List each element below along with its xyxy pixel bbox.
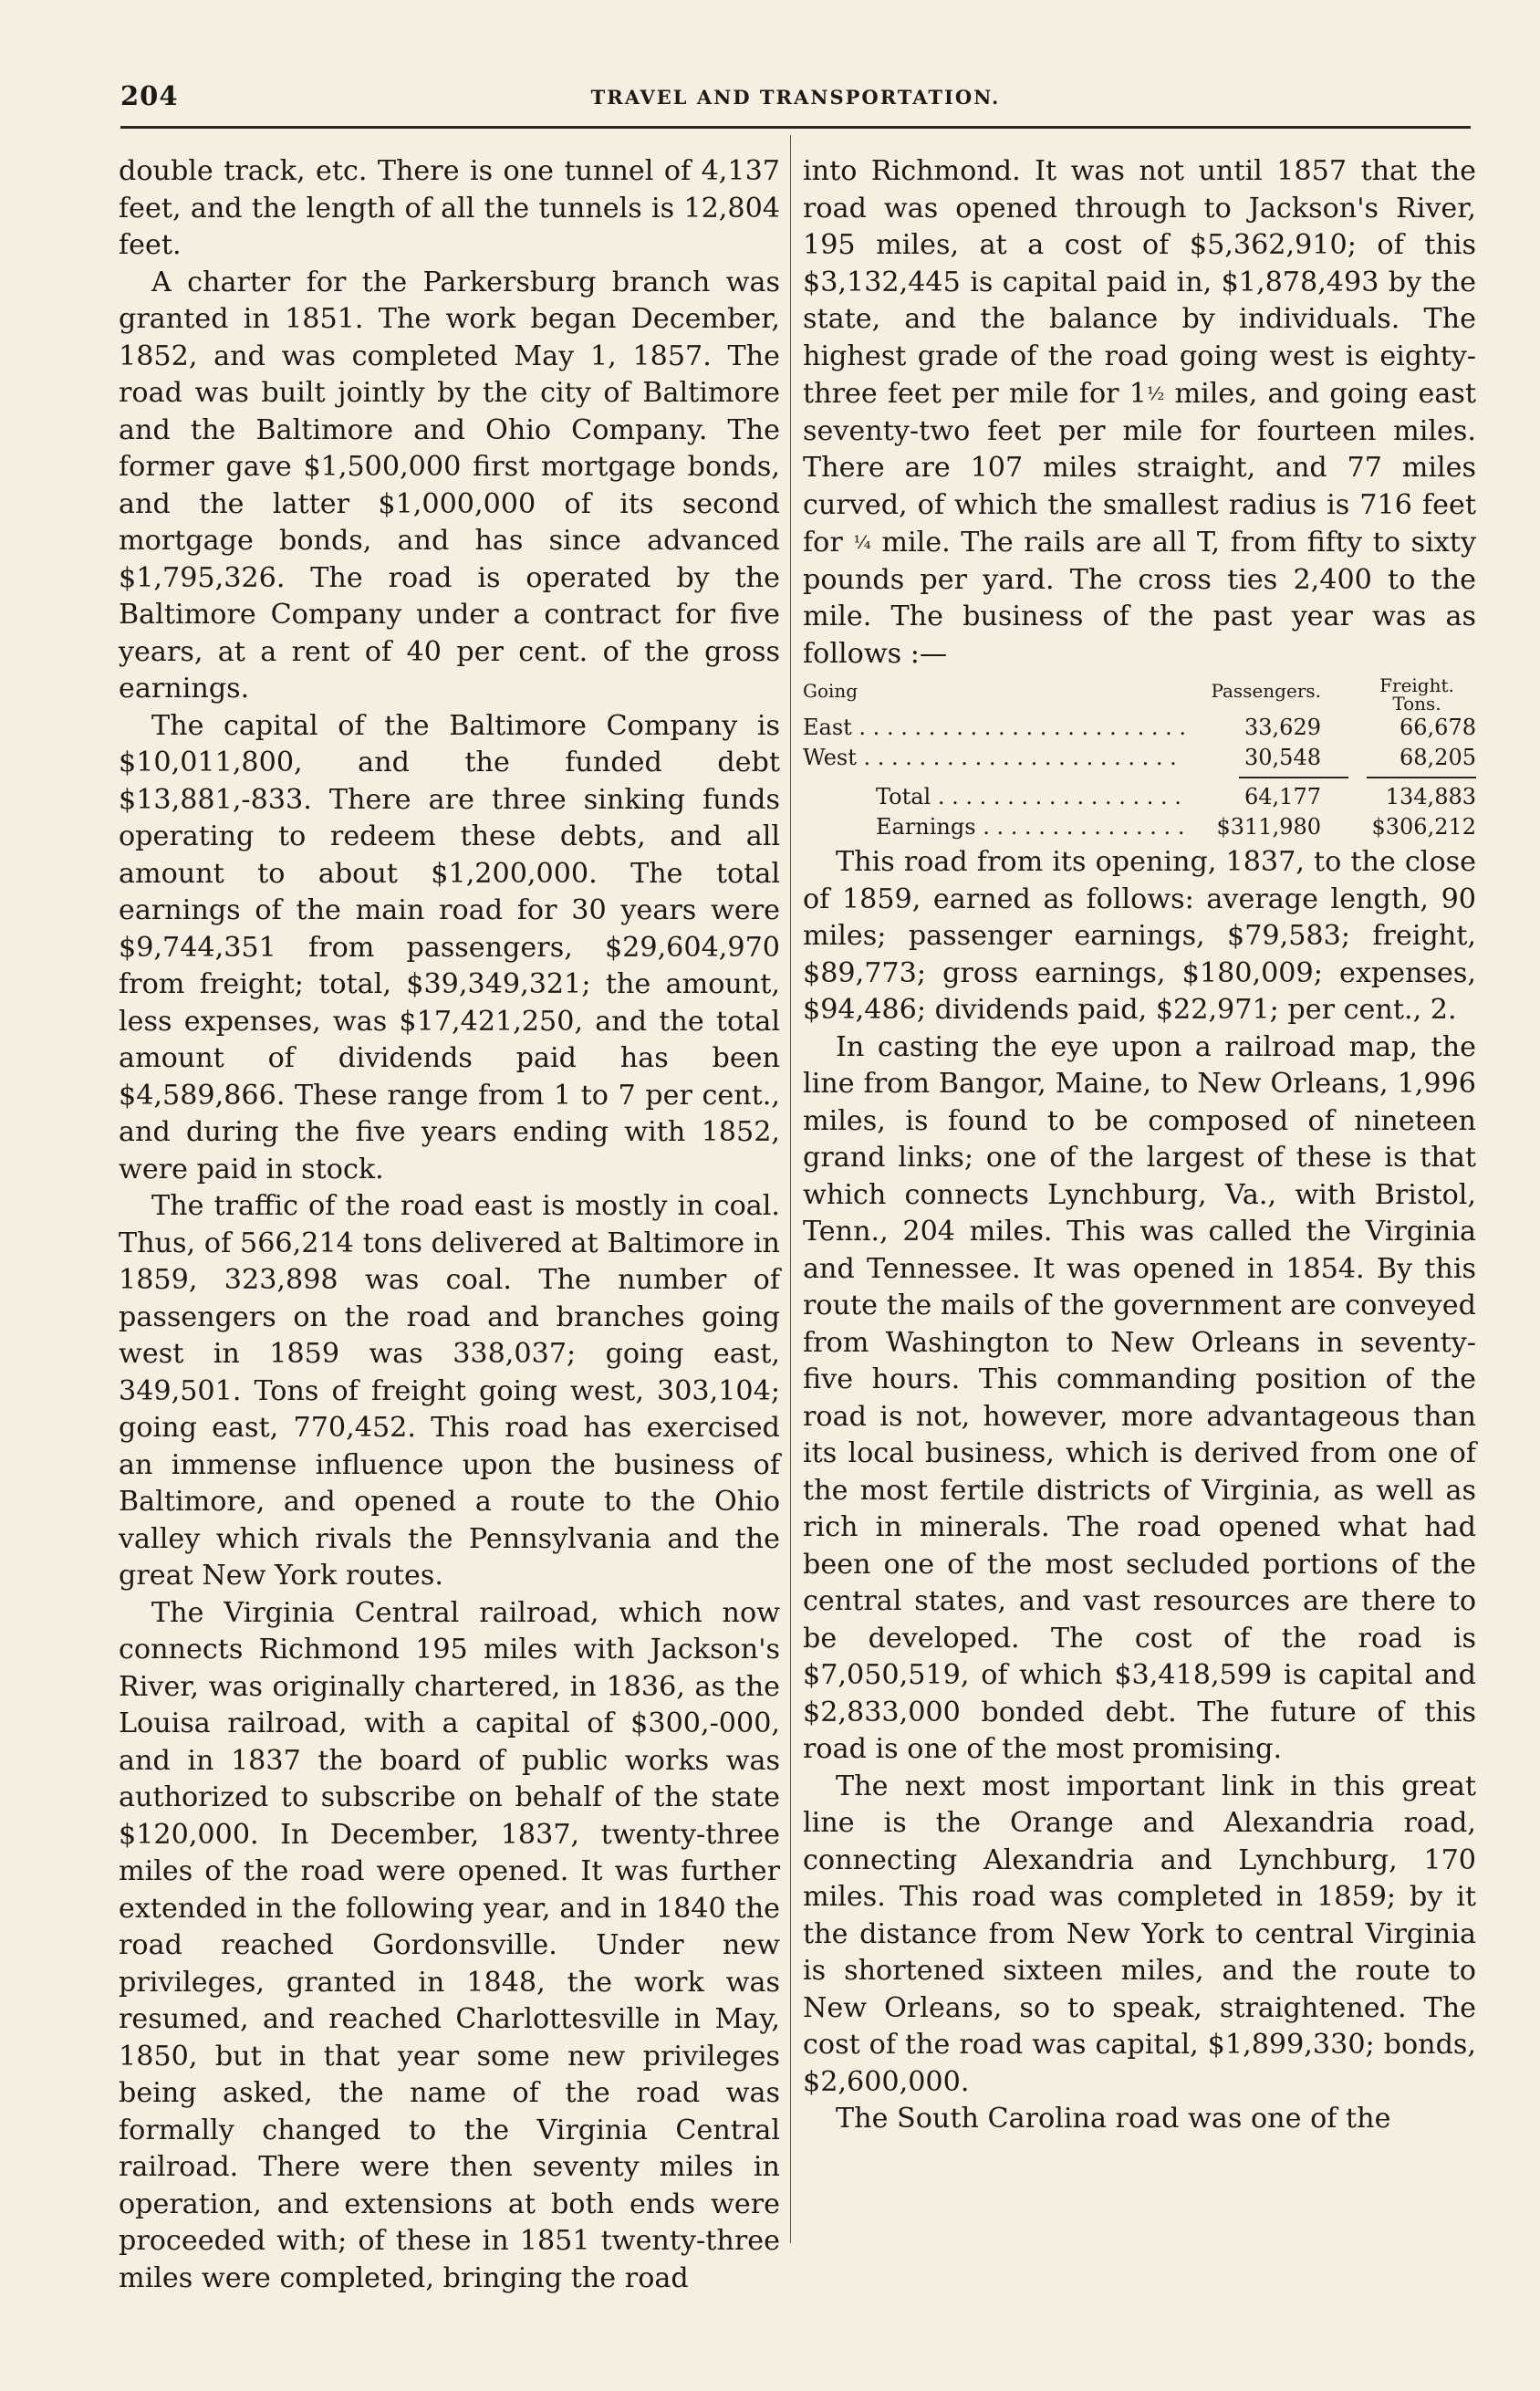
freight-value: 66,678 bbox=[1400, 715, 1476, 740]
text-run: mile. The rails are all T, from fifty to sixty pounds per yard. The cross ties 2,400 to the mile. The business of the past year was as follows :— bbox=[803, 527, 1476, 670]
fraction: ¼ bbox=[853, 531, 871, 553]
text-run: into Richmond. It was not until 1857 that the road was opened through to Jackson's River, 195 miles, at a cost of $5,362,910; of this $3,132,445 is capital paid in, $1,878,493 by the state, and the balance by individuals. The highest grade of the road going west is eighty-three feet per mile for 1 bbox=[803, 155, 1476, 410]
freight-total: 134,883 bbox=[1385, 784, 1476, 809]
sum-rule-freight bbox=[1367, 777, 1476, 778]
text-run: miles, and going east seventy-two feet per mile for fourteen miles. There are 107 miles straight, and 77 miles curved, of which the smallest radius is 716 feet for bbox=[803, 378, 1476, 559]
row-label: East . . . bbox=[803, 713, 1184, 743]
page-header bbox=[120, 80, 1471, 117]
passengers-value: 30,548 bbox=[1244, 745, 1321, 770]
column-header-freight-line2: Tons. bbox=[1392, 693, 1441, 715]
header-rule bbox=[120, 126, 1471, 129]
paragraph bbox=[803, 153, 1476, 673]
paragraph: The South Carolina road was one of the bbox=[836, 2103, 1391, 2135]
row-label: West . . . bbox=[803, 743, 1184, 773]
table-header-row bbox=[803, 676, 1476, 713]
page-number: 204 bbox=[120, 80, 179, 111]
column-header-going: Going bbox=[803, 680, 858, 702]
sum-rule-passengers bbox=[1239, 777, 1348, 778]
paragraph: A charter for the Parkersburg branch was granted in 1851. The work began December, 1852, and was completed May 1, 1857. The road was built jointly by the city of Baltimore and the Baltimore and Ohio Company. The former gave $1,500,000 first mortgage bonds, and the latter $1,000,000 of its second mortgage bonds, and has since advanced $1,795,326. The road is operated by the Baltimore Company under a contract for five years, at a rent of 40 per cent. of the gross earnings. bbox=[119, 266, 780, 705]
paragraph: The traffic of the road east is mostly in coal. Thus, of 566,214 tons delivered at Baltimore in 1859, 323,898 was coal. The number of passengers on the road and branches going west in 1859 was 338,037; going east, 349,501. Tons of freight going west, 303,104; going east, 770,452. This road has exercised an immense influence upon the business of Baltimore, and opened a route to the Ohio valley which rivals the Pennsylvania and the great New York routes. bbox=[119, 1190, 780, 1592]
table-total-row bbox=[803, 782, 1476, 812]
paragraph: This road from its opening, 1837, to the close of 1859, earned as follows: average length, 90 miles; passenger earnings, $79,583; freight, $89,773; gross earnings, $180,009; expenses, $94,486; dividends paid, $22,971; per cent., 2. bbox=[803, 846, 1476, 1026]
table-earnings-row bbox=[803, 812, 1476, 842]
running-title: TRAVEL AND TRANSPORTATION. bbox=[590, 86, 1001, 109]
freight-earnings: $306,212 bbox=[1371, 814, 1476, 840]
paragraph: The next most important link in this great line is the Orange and Alexandria road, connecting Alexandria and Lynchburg, 170 miles. This road was completed in 1859; by it the distance from New York to central Virginia is shortened sixteen miles, and the route to New Orleans, so to speak, straightened. The cost of the road was capital, $1,899,330; bonds, $2,600,000. bbox=[803, 1770, 1476, 2098]
paragraph: double track, etc. There is one tunnel of 4,137 feet, and the length of all the tunnels is 12,804 feet. bbox=[119, 155, 780, 261]
row-label: Earnings . . . bbox=[876, 812, 1184, 842]
fraction: ½ bbox=[1146, 382, 1165, 404]
passengers-total: 64,177 bbox=[1244, 784, 1321, 809]
column-header-freight bbox=[1358, 676, 1476, 713]
passengers-value: 33,629 bbox=[1244, 715, 1321, 740]
column-divider bbox=[790, 135, 791, 2243]
traffic-table bbox=[803, 676, 1476, 842]
right-column bbox=[803, 153, 1476, 2138]
table-row bbox=[803, 743, 1476, 773]
row-label: Total . . . bbox=[876, 782, 1184, 812]
table-row bbox=[803, 713, 1476, 743]
freight-value: 68,205 bbox=[1400, 745, 1476, 770]
passengers-earnings: $311,980 bbox=[1216, 814, 1321, 840]
left-column bbox=[119, 153, 780, 2297]
paragraph: The Virginia Central railroad, which now connects Richmond 195 miles with Jackson's River, was originally chartered, in 1836, as the Louisa railroad, with a capital of $300,-000, and in 1837 the board of public works was authorized to subscribe on behalf of the state $120,000. In December, 1837, twenty-three miles of the road were opened. It was further extended in the following year, and in 1840 the road reached Gordonsville. Under new privileges, granted in 1848, the work was resumed, and reached Charlottesville in May, 1850, but in that year some new privileges being asked, the name of the road was formally changed to the Virginia Central railroad. There were then seventy miles in operation, and extensions at both ends were proceeded with; of these in 1851 twenty-three miles were completed, bringing the road bbox=[119, 1596, 780, 2294]
column-header-freight-line1: Freight. bbox=[1379, 674, 1454, 696]
sum-rule bbox=[803, 773, 1476, 782]
paragraph: In casting the eye upon a railroad map, the line from Bangor, Maine, to New Orleans, 1,996 miles, is found to be composed of nineteen grand links; one of the largest of these is that which connects Lynchburg, Va., with Bristol, Tenn., 204 miles. This was called the Virginia and Tennessee. It was opened in 1854. By this route the mails of the government are conveyed from Washington to New Orleans in seventy-five hours. This commanding position of the road is not, however, more advantageous than its local business, which is derived from one of the most fertile districts of Virginia, as well as rich in minerals. The road opened what had been one of the most secluded portions of the central states, and vast resources are there to be developed. The cost of the road is $7,050,519, of which $3,418,599 is capital and $2,833,000 bonded debt. The future of this road is one of the most promising. bbox=[803, 1030, 1476, 1765]
paragraph: The capital of the Baltimore Company is $10,011,800, and the funded debt $13,881,-833. There are three sinking funds operating to redeem these debts, and all amount to about $1,200,000. The total earnings of the main road for 30 years were $9,744,351 from passengers, $29,604,970 from freight; total, $39,349,321; the amount, less expenses, was $17,421,250, and the total amount of dividends paid has been $4,589,866. These range from 1 to 7 per cent., and during the five years ending with 1852, were paid in stock. bbox=[119, 709, 780, 1185]
column-header-passengers: Passengers. bbox=[1211, 680, 1321, 702]
